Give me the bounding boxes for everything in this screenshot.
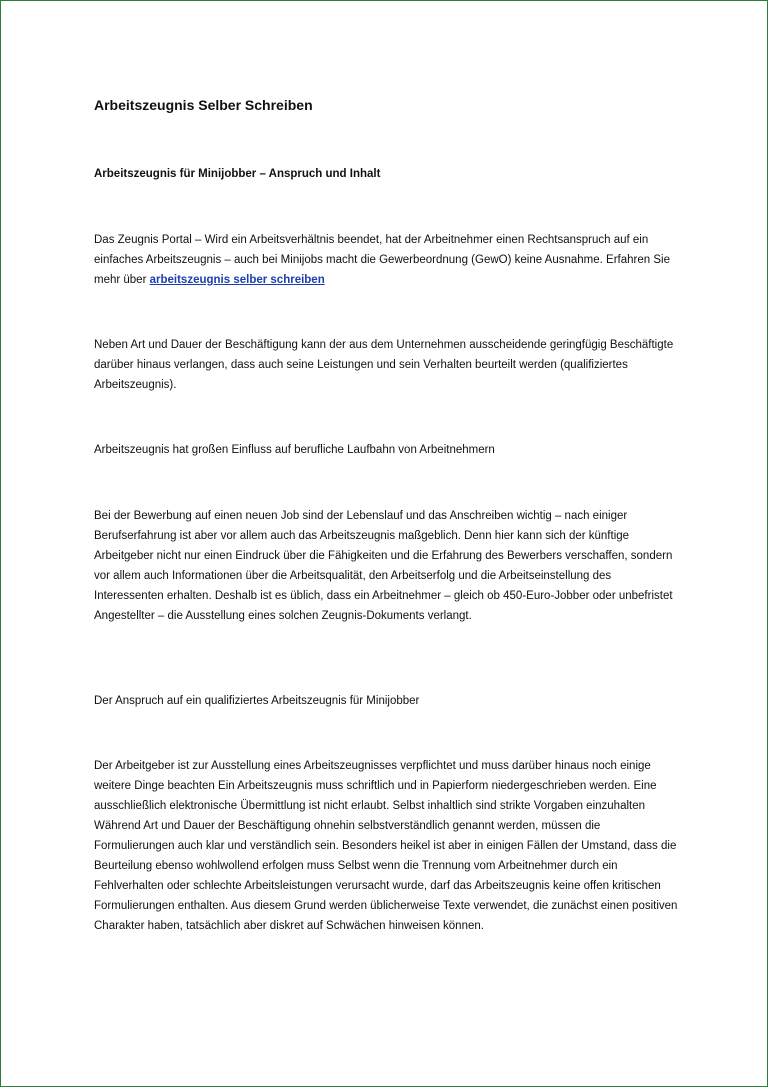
- paragraph-intro: [94, 230, 684, 290]
- paragraph-qualification: Neben Art und Dauer der Beschäftigung kann der aus dem Unternehmen ausscheidende geringfügig Beschäftigte darüber hinaus verlangen, dass auch seine Leistungen und sein Verhalten beurteilt werden (qualifiziertes Arbeitszeugnis).: [94, 339, 674, 391]
- paragraph-employer-duties: Der Arbeitgeber ist zur Ausstellung eines Arbeitszeugnisses verpflichtet und muss darüber hinaus noch einige weitere Dinge beachten Ein Arbeitszeugnis muss schriftlich und in Papierform niedergeschrieben werden. Eine ausschließlich elektronische Übermittlung ist nicht erlaubt. Selbst inhaltlich sind strikte Vorgaben einzuhalten Während Art und Dauer der Beschäftigung ohnehin selbstverständlich genannt werden, müssen die Formulierungen auch klar und verständlich sein. Besonders heikel ist aber in einigen Fällen der Umstand, dass die Beurteilung ebenso wohlwollend erfolgen muss Selbst wenn die Trennung vom Arbeitnehmer durch ein Fehlverhalten oder schlechte Arbeitsleistungen verursacht wurde, darf das Arbeitszeugnis keine offen kritischen Formulierungen enthalten. Aus diesem Grund werden üblicherweise Texte verwendet, die zunächst einen positiven Charakter haben, tatsächlich aber diskret auf Schwächen hinweisen können.: [94, 760, 678, 932]
- page-title: Arbeitszeugnis Selber Schreiben: [94, 97, 313, 113]
- arbeitszeugnis-link[interactable]: arbeitszeugnis selber schreiben: [149, 274, 325, 286]
- paragraph-application: Bei der Bewerbung auf einen neuen Job sind der Lebenslauf und das Anschreiben wichtig – nach einiger Berufserfahrung ist aber vor allem auch das Arbeitszeugnis maßgeblich. Denn hier kann sich der künftige Arbeitgeber nicht nur einen Eindruck über die Fähigkeiten und die Erfahrung des Bewerbers verschaffen, sondern vor allem auch Informationen über die Arbeitsqualität, den Arbeitserfolg und die Arbeitseinstellung des Interessenten erhalten. Deshalb ist es üblich, dass ein Arbeitnehmer – gleich ob 450-Euro-Jobber oder unbefristet Angestellter – die Ausstellung eines solchen Zeugnis-Dokuments verlangt.: [94, 510, 673, 622]
- subheading-claim: Der Anspruch auf ein qualifiziertes Arbeitszeugnis für Minijobber: [94, 695, 420, 707]
- paragraph-intro-text: Das Zeugnis Portal – Wird ein Arbeitsverhältnis beendet, hat der Arbeitnehmer einen Rechtsanspruch auf ein einfaches Arbeitszeugnis – auch bei Minijobs macht die Gewerbeordnung (GewO) keine Ausnahme. Erfahren Sie mehr über: [94, 234, 670, 286]
- subheading-career: Arbeitszeugnis hat großen Einfluss auf berufliche Laufbahn von Arbeitnehmern: [94, 444, 495, 456]
- section-heading: Arbeitszeugnis für Minijobber – Anspruch und Inhalt: [94, 168, 381, 180]
